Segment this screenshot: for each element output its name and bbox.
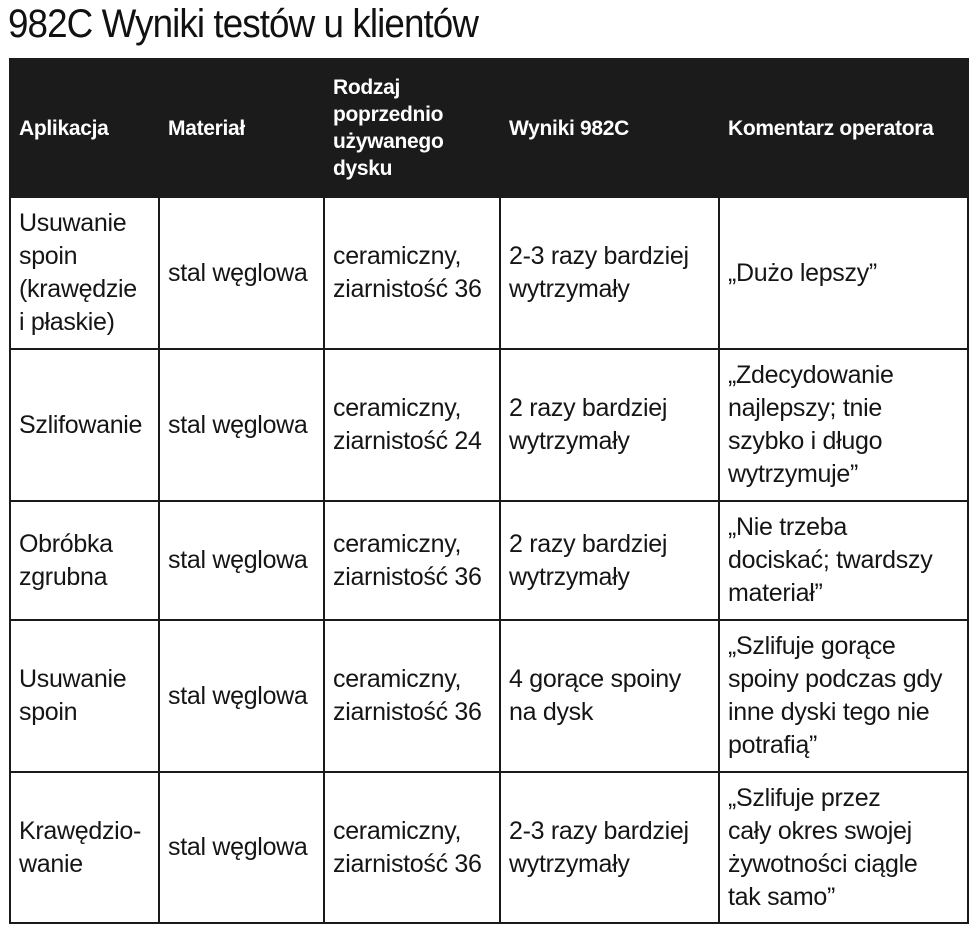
header-komentarz: Komentarz operatora xyxy=(719,59,968,197)
cell-wyniki: 2-3 razy bardziej wytrzymały xyxy=(500,197,719,349)
cell-material: stal węglowa xyxy=(159,197,324,349)
results-table xyxy=(9,58,969,924)
table-row xyxy=(10,349,968,501)
table-header-row xyxy=(10,59,968,197)
cell-rodzaj: ceramiczny, ziarnistość 36 xyxy=(324,197,500,349)
cell-aplikacja: Usuwanie spoin (krawędzie i płaskie) xyxy=(10,197,159,349)
cell-aplikacja: Szlifowanie xyxy=(10,349,159,501)
table-row xyxy=(10,197,968,349)
cell-material: stal węglowa xyxy=(159,349,324,501)
cell-komentarz: „Dużo lepszy” xyxy=(719,197,968,349)
header-material: Materiał xyxy=(159,59,324,197)
cell-rodzaj: ceramiczny, ziarnistość 24 xyxy=(324,349,500,501)
cell-wyniki: 2 razy bardziej wytrzymały xyxy=(500,349,719,501)
cell-komentarz: „Zdecydowanie najlepszy; tnie szybko i długo wytrzymuje” xyxy=(719,349,968,501)
header-rodzaj-dysku: Rodzaj poprzednio używanego dysku xyxy=(324,59,500,197)
cell-komentarz: „Nie trzeba dociskać; twardszy materiał” xyxy=(719,501,968,620)
cell-rodzaj: ceramiczny, ziarnistość 36 xyxy=(324,620,500,772)
cell-rodzaj: ceramiczny, ziarnistość 36 xyxy=(324,501,500,620)
page-title: 982C Wyniki testów u klientów xyxy=(8,2,479,46)
header-aplikacja: Aplikacja xyxy=(10,59,159,197)
cell-komentarz: „Szlifuje gorące spoiny podczas gdy inne dyski tego nie potrafią” xyxy=(719,620,968,772)
cell-aplikacja: Obróbka zgrubna xyxy=(10,501,159,620)
cell-aplikacja: Krawędzio- wanie xyxy=(10,772,159,923)
cell-wyniki: 2-3 razy bardziej wytrzymały xyxy=(500,772,719,923)
cell-material: stal węglowa xyxy=(159,620,324,772)
cell-material: stal węglowa xyxy=(159,772,324,923)
cell-material: stal węglowa xyxy=(159,501,324,620)
table-row xyxy=(10,620,968,772)
cell-rodzaj: ceramiczny, ziarnistość 36 xyxy=(324,772,500,923)
cell-wyniki: 2 razy bardziej wytrzymały xyxy=(500,501,719,620)
cell-wyniki: 4 gorące spoiny na dysk xyxy=(500,620,719,772)
cell-komentarz: „Szlifuje przez cały okres swojej żywotności ciągle tak samo” xyxy=(719,772,968,923)
cell-aplikacja: Usuwanie spoin xyxy=(10,620,159,772)
table-row xyxy=(10,772,968,923)
header-wyniki: Wyniki 982C xyxy=(500,59,719,197)
table-row xyxy=(10,501,968,620)
